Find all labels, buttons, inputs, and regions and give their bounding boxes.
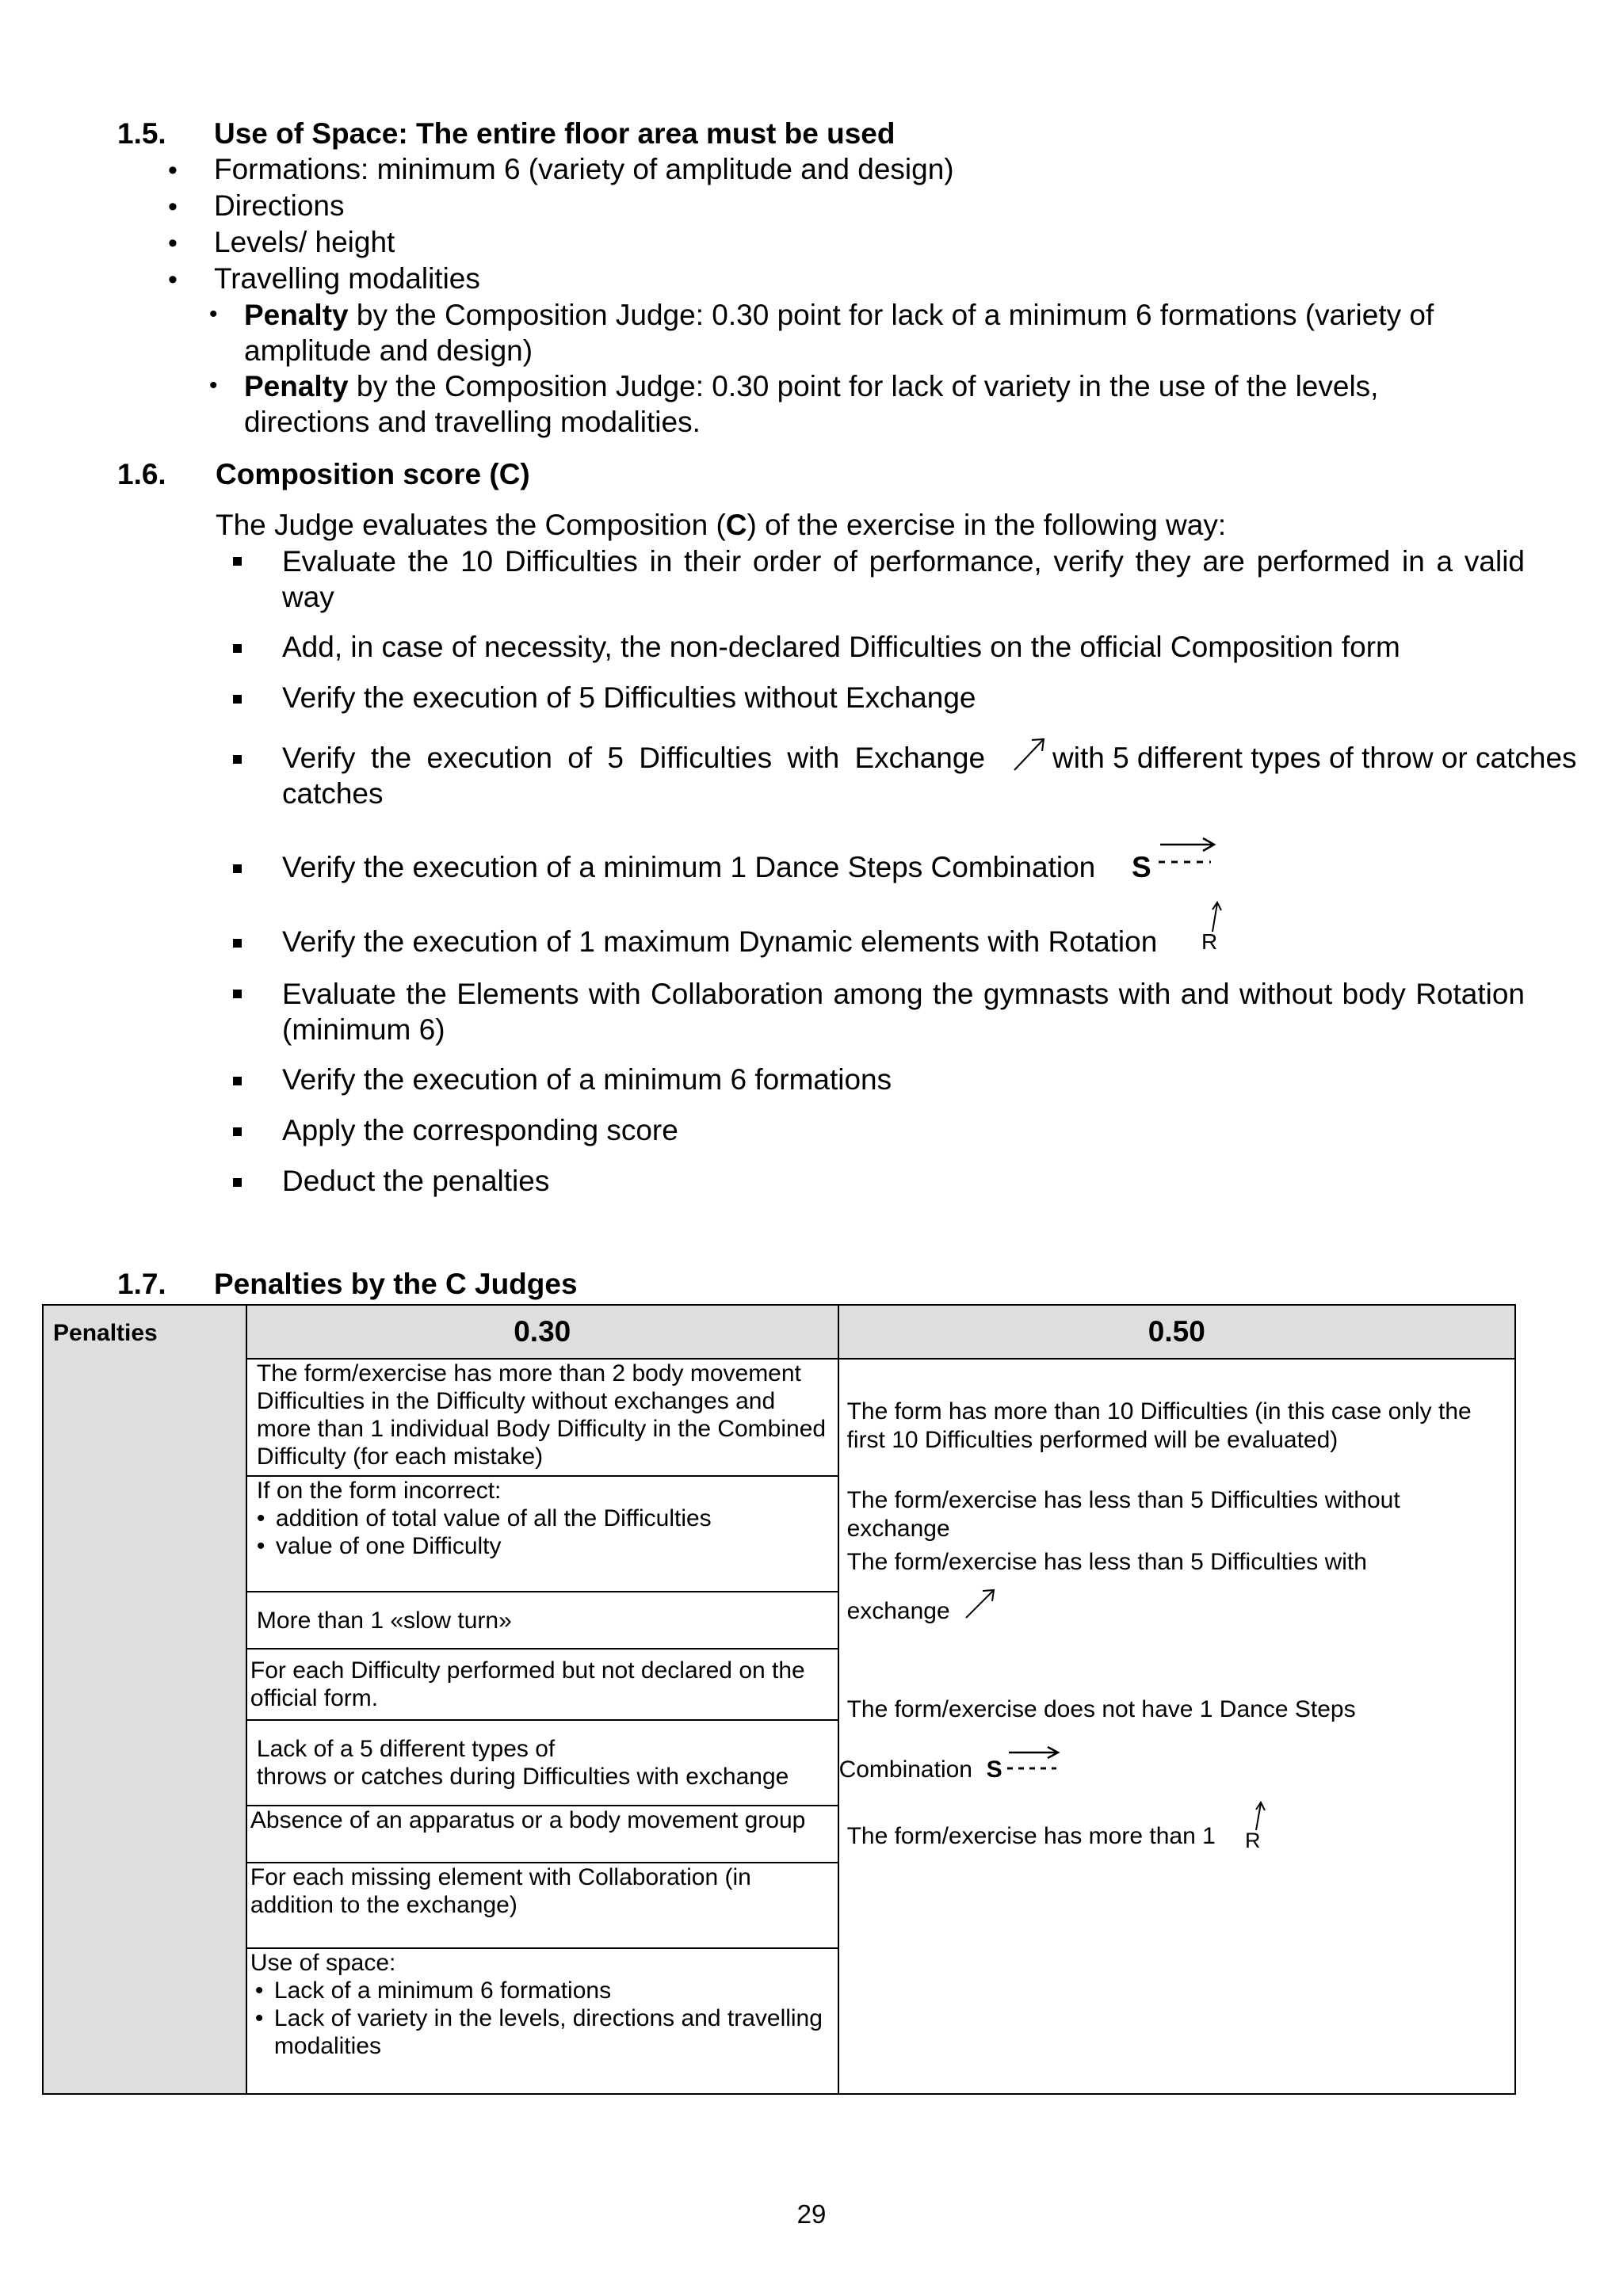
penalty-cell	[246, 1649, 838, 1720]
list-item: • value of one Difficulty	[276, 1532, 834, 1560]
bullet-dot: •	[168, 155, 178, 185]
page-number: 29	[796, 2199, 827, 2229]
column-header-030: 0.30	[246, 1305, 838, 1359]
list-item: Travelling modalities	[214, 262, 480, 295]
svg-text:R: R	[1201, 929, 1218, 954]
penalty-text: The form/exercise has more than 2 body movement Difficulties in the Difficulty without exchanges and more than 1 individual Body Difficulty in the Combined Difficulty (for each mistake)	[256, 1360, 827, 1470]
list-item: Apply the corresponding score	[282, 1114, 678, 1146]
rotation-icon	[1197, 900, 1228, 952]
penalty-text-continued: amplitude and design)	[244, 334, 533, 367]
penalty-label: Penalty	[244, 299, 349, 331]
list-item: • Lack of variety in the levels, directions and travelling modalities	[274, 2004, 834, 2060]
square-bullet	[233, 557, 242, 566]
penalty-text	[244, 370, 1378, 403]
intro-text: ) of the exercise in the following way:	[747, 509, 1227, 541]
bullet-dot: •	[209, 372, 218, 399]
penalty-body: by the Composition Judge: 0.30 point for lack of variety in the use of the levels,	[348, 370, 1379, 402]
list-item: Verify the execution of 5 Difficulties without Exchange	[282, 681, 976, 714]
bullet-dot: •	[168, 228, 178, 258]
penalty-cell	[246, 1806, 838, 1863]
table-header-row	[43, 1305, 1515, 1359]
penalty-cell	[246, 1948, 838, 2094]
bullet-dot: •	[168, 265, 178, 295]
penalty-sublist	[250, 1977, 834, 2060]
penalty-label: Penalty	[244, 370, 349, 402]
list-item: Deduct the penalties	[282, 1165, 550, 1197]
list-item: Verify the execution of 5 Difficulties with Exchange	[282, 742, 986, 774]
penalty-text: The form has more than 10 Difficulties (in this case only the first 10 Difficulties performed will be evaluated)	[846, 1398, 1472, 1453]
square-bullet	[233, 864, 242, 873]
dance-steps-combination-icon	[1154, 833, 1217, 870]
section-number: 1.7.	[117, 1268, 166, 1300]
penalty-text: For each missing element with Collaboration (in addition to the exchange)	[250, 1864, 751, 1918]
section-title: Penalties by the C Judges	[214, 1268, 578, 1300]
column-header-050: 0.50	[838, 1305, 1515, 1359]
square-bullet	[233, 695, 242, 704]
penalty-050-cell	[838, 1359, 1515, 2094]
section-number: 1.6.	[117, 458, 166, 490]
list-item: • Lack of a minimum 6 formations	[274, 1977, 834, 2004]
svg-text:R: R	[1244, 1829, 1261, 1852]
list-item: Evaluate the Elements with Collaboration among the gymnasts with and without body Rotation (minimum 6)	[282, 978, 1525, 1046]
penalty-text: exchange	[846, 1598, 950, 1624]
square-bullet	[233, 1127, 242, 1136]
square-bullet	[233, 990, 242, 998]
list-item-continued: with 5 different types of throw or catches	[1052, 742, 1577, 774]
penalty-cell	[246, 1476, 838, 1592]
list-item: Evaluate the 10 Difficulties in their order of performance, verify they are performed in a valid way	[282, 545, 1525, 613]
penalty-body: by the Composition Judge: 0.30 point for lack of a minimum 6 formations (variety of	[348, 299, 1434, 331]
penalty-text: Absence of an apparatus or a body movement group	[250, 1807, 806, 1833]
penalty-text: More than 1 «slow turn»	[256, 1607, 512, 1634]
section-title: Composition score (C)	[216, 458, 530, 490]
penalty-text-continued: directions and travelling modalities.	[244, 406, 701, 438]
dance-steps-letter: S	[1132, 851, 1151, 883]
list-item: Verify the execution of 1 maximum Dynamic elements with Rotation	[282, 925, 1158, 958]
dance-steps-combination-icon	[1004, 1743, 1063, 1776]
square-bullet	[233, 1178, 242, 1187]
intro-text: The Judge evaluates the Composition (	[216, 509, 726, 541]
penalty-cell	[246, 1592, 838, 1649]
penalty-text: The form/exercise has more than 1	[846, 1823, 1216, 1849]
list-item-continued: catches	[282, 777, 384, 810]
penalty-text	[244, 299, 1434, 332]
section-title: Use of Space: The entire floor area must be used	[214, 117, 896, 150]
penalty-text: Use of space:	[250, 1950, 396, 1976]
penalty-text: The form/exercise has less than 5 Difficulties without exchange	[846, 1487, 1400, 1542]
penalty-text: Combination	[838, 1756, 972, 1783]
penalty-cell	[246, 1359, 838, 1476]
bullet-dot: •	[209, 301, 218, 327]
penalty-text: Lack of a 5 different types of	[256, 1736, 556, 1762]
list-item: Verify the execution of a minimum 6 formations	[282, 1063, 892, 1096]
section-number: 1.5.	[117, 117, 166, 150]
penalties-table	[42, 1304, 1516, 2095]
penalty-text: The form/exercise has less than 5 Difficulties with	[846, 1549, 1367, 1575]
list-item: Levels/ height	[214, 226, 395, 258]
square-bullet	[233, 1077, 242, 1085]
list-item: Verify the execution of a minimum 1 Dance Steps Combination	[282, 851, 1096, 883]
penalties-label-cell: Penalties	[43, 1305, 246, 2094]
square-bullet	[233, 939, 242, 948]
penalty-text: For each Difficulty performed but not declared on the official form.	[250, 1657, 805, 1711]
list-item: Formations: minimum 6 (variety of amplitude and design)	[214, 153, 954, 185]
penalty-cell	[246, 1720, 838, 1806]
composition-intro	[216, 509, 1226, 542]
penalty-text: The form/exercise does not have 1 Dance Steps	[846, 1696, 1356, 1722]
rotation-icon	[1242, 1800, 1270, 1851]
penalty-cell	[246, 1863, 838, 1948]
dance-steps-letter: S	[986, 1756, 1002, 1783]
list-item: Directions	[214, 189, 345, 222]
bullet-dot: •	[168, 192, 178, 222]
penalty-text: throws or catches during Difficulties with exchange	[256, 1764, 789, 1790]
penalty-sublist	[250, 1505, 834, 1560]
exchange-arrow-icon	[1013, 735, 1048, 773]
square-bullet	[233, 644, 242, 653]
intro-bold: C	[725, 509, 747, 541]
list-item: Add, in case of necessity, the non-declared Difficulties on the official Composition form	[282, 631, 1400, 663]
table-row	[43, 1359, 1515, 1476]
square-bullet	[233, 755, 242, 764]
exchange-arrow-icon	[964, 1586, 999, 1621]
list-item: • addition of total value of all the Difficulties	[276, 1505, 834, 1532]
penalty-text: If on the form incorrect:	[256, 1478, 502, 1504]
